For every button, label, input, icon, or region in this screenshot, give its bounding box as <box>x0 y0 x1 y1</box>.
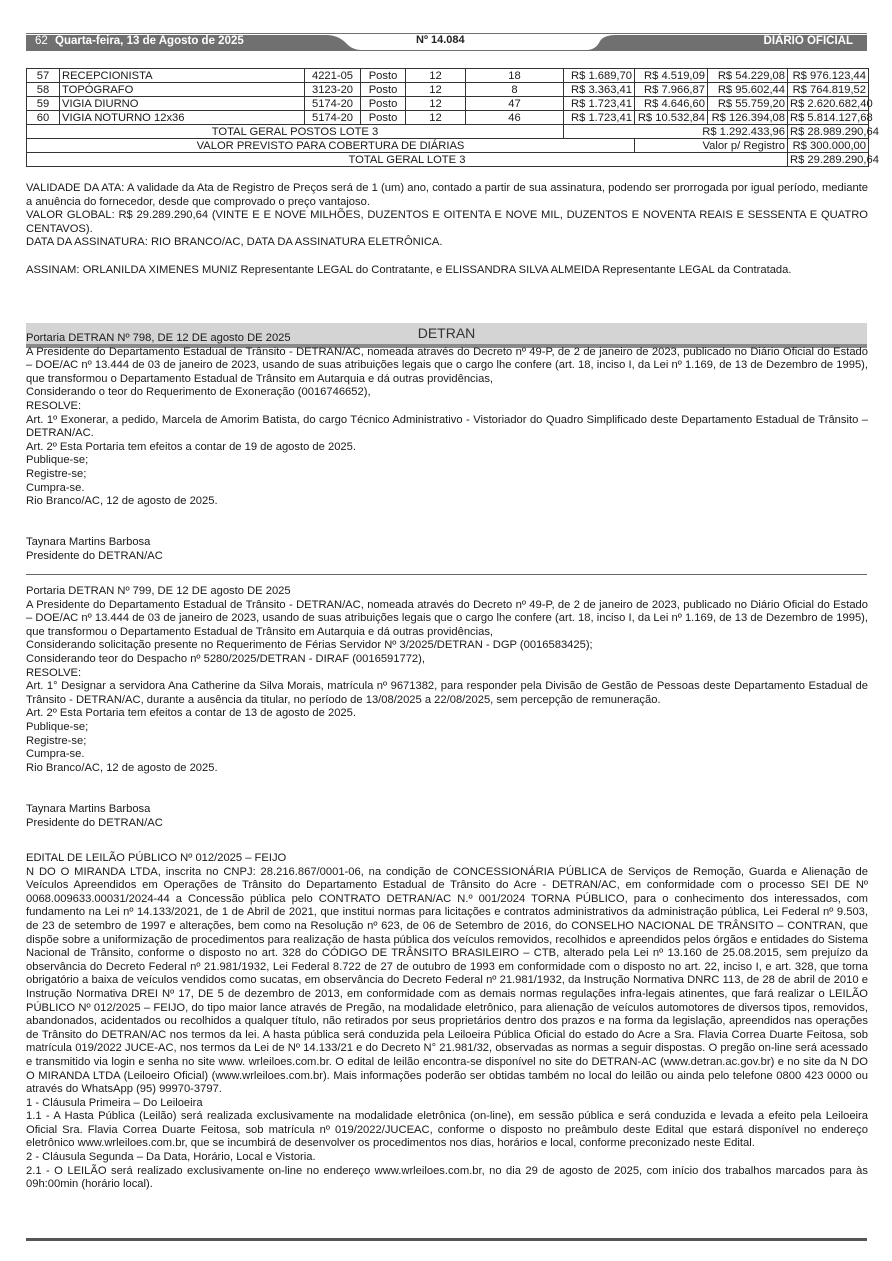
ata-data-assinatura: DATA DA ASSINATURA: RIO BRANCO/AC, DATA DA ASSINATURA ELETRÔNICA. <box>26 236 443 249</box>
table-row <box>27 69 869 83</box>
table-row <box>27 111 869 125</box>
paragraph: Art. 2º Esta Portaria tem efeitos a contar de 19 de agosto de 2025. <box>26 440 356 453</box>
edition-number: Nº 14.084 <box>416 34 465 46</box>
table-cell: R$ 5.814.127,68 <box>788 111 869 125</box>
paragraph: A Presidente do Departamento Estadual de Trânsito - DETRAN/AC, nomeada através do Decreto nº 49-P, de 2 de janeiro de 2023, publicado no Diário Oficial do Estado – DOE/AC nº 13.444 de 03 de janeiro de 2023, usando de suas atribuições legais que o cargo lhe confere (art. 18, inciso I, da Lei nº 1.169, de 13 de Dezembro de 1995), que transformou o Departamento Estadual de Trânsito em Autarquia e dá outras providências, <box>26 598 868 638</box>
section-title: DETRAN <box>26 323 867 348</box>
issue-date: Quarta-feira, 13 de Agosto de 2025 <box>55 35 244 47</box>
total-lote-label: TOTAL GERAL LOTE 3 <box>27 153 788 167</box>
ata-assinam: ASSINAM: ORLANILDA XIMENES MUNIZ Representante LEGAL do Contratante, e ELISSANDRA SILVA ALMEIDA Representante LEGAL da Contratada. <box>26 263 792 276</box>
diarias-value: R$ 300.000,00 <box>788 139 869 153</box>
total-postos-value-2: R$ 28.989.290,64 <box>788 125 869 139</box>
table-cell: R$ 976.123,44 <box>788 69 869 83</box>
paragraph: N DO O MIRANDA LTDA, inscrita no CNPJ: 28.216.867/0001-06, na condição de CONCESSIONÁRIA PÚBLICA de Serviços de Remoção, Guarda e Alienação de Veículos Apreendidos em Operações de Trânsito do Departamento Estadual de Trânsito do Acre - DETRAN/AC, em conformidade com o processo SEI DE Nº 0068.009633.00031/2024-44 a Concessão pública pelo CONTRATO DETRAN/AC N.º 001/2024 TORNA PÚBLICO, para o conhecimento dos interessados, com fundamento na Lei nº 14.133/2021, de 1 de Abril de 2021, que institui normas para licitações e contratos administrativos da administração pública, Lei Federal nº 9.503, de 23 de setembro de 1997 e alterações, bem como na Resolução nº 623, de 06 de Setembro de 2016, do CONSELHO NACIONAL DE TRÂNSITO – CONTRAN, que dispõe sobre a uniformização de procedimentos para realização de hasta pública dos veículos removidos, recolhidos e apreendidos pelos órgãos e entidades do Sistema Nacional de Trânsito, conforme o disposto no art. 328 do CÓDIGO DE TRÂNSITO BRASILEIRO – CTB, alterado pela Lei nº 13.160 de 25.08.2015, sem prejuízo da observância do Decreto Federal nº 21.981/1932, Lei Federal 8.722 de 27 de outubro de 1993 em conformidade com o disposto no art. 22, inciso I, e art. 328, que torna obrigatório a baixa de veículos vendidos como sucatas, em observância do Decreto Federal nº 21.981/1932, da Instrução Normativa DNRC 113, de 28 de abril de 2010 e Instrução Normativa DREI Nº 17, DE 5 de dezembro de 2013, em conformidade com as demais normas regulações infra-legais atinentes, que fará realizar o LEILÃO PÚBLICO Nº 012/2025 – FEIJO, do tipo maior lance através de Pregão, na modalidade eletrônico, para alienação de veículos automotores de diversos tipos, removidos, abandonados, acidentados ou recolhidos a qualquer título, não retirados por seus proprietários dentro dos prazos e na forma da legislação, apreendidos nas operações de Trânsito do DETRAN/AC nos termos da lei. A hasta pública será conduzida pela Leiloeira Pública Oficial do estado do Acre a Sra. Flavia Correa Duarte Feitosa, sob matrícula 019/2022 JUCE-AC, nos termos da Lei de Nº 14.133/21 e do Decreto N° 21.981/32, observadas as normas a seguir dispostas. O pregão on-line será acessado e transmitido via login e senha no site www. wrleiloes.com.br. O edital de leilão encontra-se disponível no site do DETRAN-AC (www.detran.ac.gov.br) e no site da N DO O MIRANDA LTDA (Leiloeiro Oficial) (www.wrleiloes.com.br). Mais informações poderão ser obtidas também no local do leilão ou ainda pelo telefone 0800 423 0000 ou através do WhatsApp (95) 99970-3797. <box>26 865 868 1096</box>
table-cell: 46 <box>466 111 564 125</box>
paragraph: EDITAL DE LEILÃO PÚBLICO Nº 012/2025 – FEIJO <box>26 852 287 864</box>
paragraph: Rio Branco/AC, 12 de agosto de 2025. <box>26 495 218 508</box>
table-cell: R$ 1.723,41 <box>564 111 635 125</box>
paragraph: 2 - Cláusula Segunda – Da Data, Horário, Local e Vistoria. <box>26 1151 316 1164</box>
journal-title: DIÁRIO OFICIAL <box>763 35 853 47</box>
table-total-postos-row <box>27 125 869 139</box>
paragraph: Portaria DETRAN Nº 798, DE 12 DE agosto DE 2025 <box>26 332 291 344</box>
signature-2 <box>26 803 868 830</box>
table-cell: R$ 54.229,08 <box>708 69 788 83</box>
table-cell: 4221-05 <box>305 69 361 83</box>
table-cell: 12 <box>406 69 466 83</box>
table-cell: 3123-20 <box>305 83 361 97</box>
table-cell: R$ 7.966,87 <box>635 83 708 97</box>
total-postos-label: TOTAL GERAL POSTOS LOTE 3 <box>27 125 564 139</box>
table-cell: R$ 95.602,44 <box>708 83 788 97</box>
table-cell: 59 <box>27 97 60 111</box>
ata-validade: VALIDADE DA ATA: A validade da Ata de Registro de Preços será de 1 (um) ano, contado a partir de sua assinatura, podendo ser prorrogada por igual período, mediante a anuência do fornecedor, desde que comprovado o preço vantajoso. <box>26 182 868 208</box>
table-cell: TOPÓGRAFO <box>60 83 305 97</box>
bottom-rule <box>26 1238 867 1241</box>
ata-valor-global: VALOR GLOBAL: R$ 29.289.290,64 (VINTE E E NOVE MILHÕES, DUZENTOS E OITENTA E NOVE MIL, DUZENTOS E NOVENTA REAIS E SESSENTA E QUATRO CENTAVOS). <box>26 209 868 235</box>
table-cell: R$ 10.532,84 <box>635 111 708 125</box>
paragraph: Art. 1° Designar a servidora Ana Catherine da Silva Morais, matrícula nº 9671382, para responder pela Divisão de Gestão de Pessoas deste Departamento Estadual de Trânsito - DETRAN/AC, durante a ausência da titular, no período de 13/08/2025 a 22/08/2025, sem percepção de remuneração. <box>26 680 868 706</box>
paragraph: Considerando teor do Despacho nº 5280/2025/DETRAN - DIRAF (0016591772), <box>26 652 425 665</box>
paragraph: Rio Branco/AC, 12 de agosto de 2025. <box>26 761 218 774</box>
table-cell: R$ 1.689,70 <box>564 69 635 83</box>
table-diarias-row <box>27 139 869 153</box>
signatory-name: Taynara Martins Barbosa <box>26 803 151 815</box>
table-cell: 8 <box>466 83 564 97</box>
edital-leilao <box>26 852 868 1192</box>
table-cell: R$ 4.519,09 <box>635 69 708 83</box>
table-cell: 5174-20 <box>305 97 361 111</box>
paragraph: Considerando solicitação presente no Requerimento de Férias Servidor Nº 3/2025/DETRAN - DGP (0016583425); <box>26 639 593 652</box>
table-cell: R$ 3.363,41 <box>564 83 635 97</box>
table-cell: 58 <box>27 83 60 97</box>
diarias-label: VALOR PREVISTO PARA COBERTURA DE DIÁRIAS <box>27 139 635 153</box>
table-cell: Posto <box>361 83 406 97</box>
table-row <box>27 97 869 111</box>
paragraph: Publique-se; <box>26 720 89 733</box>
paragraph: 2.1 - O LEILÃO será realizado exclusivamente on-line no endereço www.wrleiloes.com.br, no dia 29 de agosto de 2025, com início dos trabalhos marcados para às 09h:00min (horário local). <box>26 1164 868 1191</box>
paragraph: RESOLVE: <box>26 399 82 412</box>
table-cell: 12 <box>406 97 466 111</box>
total-lote-value: R$ 29.289.290,64 <box>788 153 869 167</box>
page-number: 62 <box>35 35 48 47</box>
portaria-799 <box>26 585 868 775</box>
paragraph: Considerando o teor do Requerimento de Exoneração (0016746652), <box>26 386 371 399</box>
signature-1 <box>26 536 868 563</box>
table-cell: R$ 126.394,08 <box>708 111 788 125</box>
table-cell: 60 <box>27 111 60 125</box>
signatory-name: Taynara Martins Barbosa <box>26 536 151 548</box>
table-cell: 5174-20 <box>305 111 361 125</box>
table-cell: 12 <box>406 111 466 125</box>
portaria-798 <box>26 332 868 509</box>
signatory-title: Presidente do DETRAN/AC <box>26 816 163 829</box>
table-cell: Posto <box>361 97 406 111</box>
signatory-title: Presidente do DETRAN/AC <box>26 549 163 562</box>
pricing-table <box>26 68 879 167</box>
table-total-lote-row <box>27 153 869 167</box>
paragraph: A Presidente do Departamento Estadual de Trânsito - DETRAN/AC, nomeada através do Decreto nº 49-P, de 2 de janeiro de 2023, publicado no Diário Oficial do Estado – DOE/AC nº 13.444 de 03 de janeiro de 2023, usando de suas atribuições legais que o cargo lhe confere (art. 18, inciso I, da Lei nº 1.169, de 13 de Dezembro de 1995), que transformou o Departamento Estadual de Trânsito em Autarquia e dá outras providências, <box>26 345 868 385</box>
paragraph: Registre-se; <box>26 467 87 480</box>
paragraph: Art. 2º Esta Portaria tem efeitos a contar de 13 de agosto de 2025. <box>26 707 356 720</box>
paragraph: Portaria DETRAN Nº 799, DE 12 DE agosto DE 2025 <box>26 585 291 597</box>
paragraph: Cumpra-se. <box>26 748 85 761</box>
diarias-sublabel: Valor p/ Registro <box>635 139 788 153</box>
table-cell: R$ 55.759,20 <box>708 97 788 111</box>
ata-block <box>26 182 868 277</box>
paragraph: RESOLVE: <box>26 666 82 679</box>
paragraph: Cumpra-se. <box>26 481 85 494</box>
paragraph: 1 - Cláusula Primeira – Do Leiloeira <box>26 1096 203 1109</box>
table-row <box>27 83 869 97</box>
table-cell: Posto <box>361 69 406 83</box>
table-cell: 18 <box>466 69 564 83</box>
table-cell: Posto <box>361 111 406 125</box>
divider <box>26 574 867 575</box>
table-cell: R$ 4.646,60 <box>635 97 708 111</box>
table-cell: VIGIA DIURNO <box>60 97 305 111</box>
total-postos-value-1: R$ 1.292.433,96 <box>564 125 788 139</box>
paragraph: Registre-se; <box>26 734 87 747</box>
page-header <box>26 33 867 51</box>
paragraph: 1.1 - A Hasta Pública (Leilão) será realizada exclusivamente na modalidade eletrônica (on-line), em sessão pública e será conduzida e levada a efeito pela Leiloeira Oficial Sra. Flavia Correa Duarte Feitosa, sob matrícula nº 019/2022/JUCEAC, conforme o disposto no preâmbulo deste Edital que estará disponível no endereço eletrônico www.wrleiloes.com.br, que se incumbirá de desenvolver os procedimentos nos dias, horários e local, conforme preconizado neste Edital. <box>26 1110 868 1150</box>
table-cell: R$ 2.620.682,40 <box>788 97 869 111</box>
table-cell: R$ 764.819,52 <box>788 83 869 97</box>
table-cell: 47 <box>466 97 564 111</box>
table-cell: 12 <box>406 83 466 97</box>
table-cell: R$ 1.723,41 <box>564 97 635 111</box>
table-cell: 57 <box>27 69 60 83</box>
table-cell: VIGIA NOTURNO 12x36 <box>60 111 305 125</box>
paragraph: Art. 1º Exonerar, a pedido, Marcela de Amorim Batista, do cargo Técnico Administrativo - Vistoriador do Quadro Simplificado deste Departamento Estadual de Trânsito – DETRAN/AC. <box>26 413 868 440</box>
table-cell: RECEPCIONISTA <box>60 69 305 83</box>
paragraph: Publique-se; <box>26 454 89 467</box>
